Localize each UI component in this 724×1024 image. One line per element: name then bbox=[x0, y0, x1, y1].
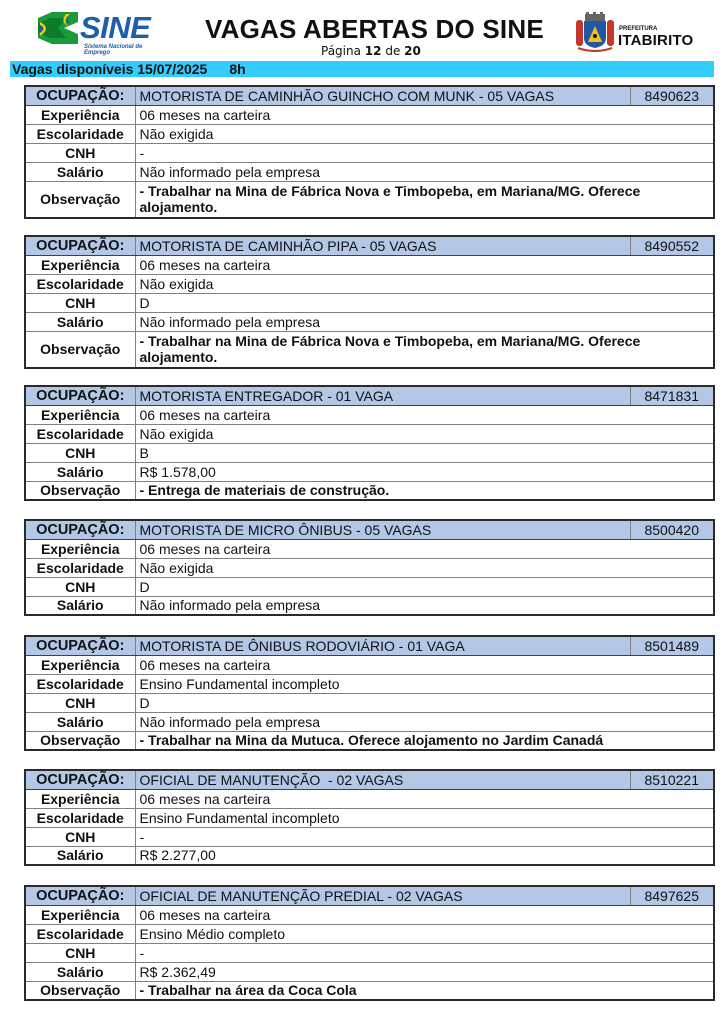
sine-logo-subtitle: Sistema Nacional de Emprego bbox=[84, 44, 143, 56]
cnh-value: - bbox=[135, 943, 714, 962]
job-table bbox=[24, 235, 715, 369]
date-bar bbox=[10, 61, 714, 77]
escolaridade-label: Escolaridade bbox=[25, 808, 135, 827]
cnh-value: B bbox=[135, 443, 714, 462]
salario-value: R$ 1.578,00 bbox=[135, 462, 714, 481]
observacao-label: Observação bbox=[25, 181, 135, 218]
escolaridade-value: Não exigida bbox=[135, 124, 714, 143]
job-table bbox=[24, 769, 715, 866]
job-title: MOTORISTA DE CAMINHÃO PIPA - 05 VAGAS bbox=[135, 236, 630, 255]
experiencia-label: Experiência bbox=[25, 789, 135, 808]
salario-row bbox=[25, 712, 714, 731]
experiencia-row bbox=[25, 655, 714, 674]
cnh-label: CNH bbox=[25, 443, 135, 462]
job-table bbox=[24, 519, 715, 616]
ocupacao-label: OCUPAÇÃO: bbox=[25, 886, 135, 905]
cnh-value: D bbox=[135, 293, 714, 312]
cnh-label: CNH bbox=[25, 293, 135, 312]
escolaridade-row bbox=[25, 558, 714, 577]
escolaridade-value: Não exigida bbox=[135, 558, 714, 577]
sine-logo-text: SINE bbox=[80, 10, 151, 45]
escolaridade-label: Escolaridade bbox=[25, 274, 135, 293]
job-title: OFICIAL DE MANUTENÇÃO - 02 VAGAS bbox=[135, 770, 630, 789]
experiencia-value: 06 meses na carteira bbox=[135, 905, 714, 924]
salario-value: Não informado pela empresa bbox=[135, 312, 714, 331]
escolaridade-value: Ensino Fundamental incompleto bbox=[135, 808, 714, 827]
cnh-row bbox=[25, 443, 714, 462]
experiencia-value: 06 meses na carteira bbox=[135, 539, 714, 558]
observacao-row bbox=[25, 731, 714, 750]
escolaridade-row bbox=[25, 674, 714, 693]
job-title: MOTORISTA ENTREGADOR - 01 VAGA bbox=[135, 386, 630, 405]
salario-value: Não informado pela empresa bbox=[135, 596, 714, 615]
experiencia-value: 06 meses na carteira bbox=[135, 105, 714, 124]
salario-value: R$ 2.362,49 bbox=[135, 962, 714, 981]
prefeitura-logo bbox=[575, 12, 694, 54]
job-header-row bbox=[25, 770, 714, 789]
experiencia-label: Experiência bbox=[25, 905, 135, 924]
cnh-label: CNH bbox=[25, 943, 135, 962]
experiencia-row bbox=[25, 255, 714, 274]
experiencia-row bbox=[25, 105, 714, 124]
ocupacao-label: OCUPAÇÃO: bbox=[25, 386, 135, 405]
observacao-value: - Trabalhar na Mina de Fábrica Nova e Timbopeba, em Mariana/MG. Oferece alojamento. bbox=[135, 331, 714, 368]
job-code: 8471831 bbox=[630, 386, 714, 405]
salario-label: Salário bbox=[25, 846, 135, 865]
escolaridade-row bbox=[25, 924, 714, 943]
experiencia-row bbox=[25, 405, 714, 424]
cnh-label: CNH bbox=[25, 827, 135, 846]
cnh-row bbox=[25, 943, 714, 962]
observacao-row bbox=[25, 981, 714, 1000]
salario-row bbox=[25, 162, 714, 181]
job-header-row bbox=[25, 386, 714, 405]
salario-label: Salário bbox=[25, 312, 135, 331]
job-header-row bbox=[25, 636, 714, 655]
page-header bbox=[0, 0, 724, 60]
job-title: MOTORISTA DE ÔNIBUS RODOVIÁRIO - 01 VAGA bbox=[135, 636, 630, 655]
observacao-label: Observação bbox=[25, 331, 135, 368]
escolaridade-value: Não exigida bbox=[135, 424, 714, 443]
experiencia-label: Experiência bbox=[25, 255, 135, 274]
experiencia-row bbox=[25, 539, 714, 558]
brazil-flag-icon bbox=[38, 12, 78, 44]
observacao-value: - Trabalhar na área da Coca Cola bbox=[135, 981, 714, 1000]
job-table bbox=[24, 385, 715, 501]
page-title: VAGAS ABERTAS DO SINE bbox=[205, 14, 544, 44]
job-table bbox=[24, 885, 715, 1001]
ocupacao-label: OCUPAÇÃO: bbox=[25, 86, 135, 105]
observacao-row bbox=[25, 331, 714, 368]
experiencia-value: 06 meses na carteira bbox=[135, 789, 714, 808]
cnh-label: CNH bbox=[25, 693, 135, 712]
page-current: 12 bbox=[364, 44, 382, 58]
experiencia-value: 06 meses na carteira bbox=[135, 655, 714, 674]
job-header-row bbox=[25, 886, 714, 905]
page-prefix: Página bbox=[321, 44, 361, 58]
cnh-value: - bbox=[135, 827, 714, 846]
cnh-row bbox=[25, 577, 714, 596]
salario-row bbox=[25, 596, 714, 615]
escolaridade-label: Escolaridade bbox=[25, 558, 135, 577]
cnh-row bbox=[25, 827, 714, 846]
salario-label: Salário bbox=[25, 462, 135, 481]
ocupacao-label: OCUPAÇÃO: bbox=[25, 236, 135, 255]
job-code: 8497625 bbox=[630, 886, 714, 905]
experiencia-label: Experiência bbox=[25, 655, 135, 674]
job-code: 8490552 bbox=[630, 236, 714, 255]
date-time: 8h bbox=[229, 61, 246, 77]
job-code: 8490623 bbox=[630, 86, 714, 105]
salario-label: Salário bbox=[25, 712, 135, 731]
date-label: Vagas disponíveis 15/07/2025 bbox=[12, 61, 208, 77]
escolaridade-value: Não exigida bbox=[135, 274, 714, 293]
cnh-value: - bbox=[135, 143, 714, 162]
cnh-label: CNH bbox=[25, 143, 135, 162]
cnh-row bbox=[25, 693, 714, 712]
salario-label: Salário bbox=[25, 596, 135, 615]
observacao-value: - Trabalhar na Mina de Fábrica Nova e Timbopeba, em Mariana/MG. Oferece alojamento. bbox=[135, 181, 714, 218]
observacao-label: Observação bbox=[25, 731, 135, 750]
escolaridade-row bbox=[25, 424, 714, 443]
salario-row bbox=[25, 962, 714, 981]
escolaridade-row bbox=[25, 808, 714, 827]
ocupacao-label: OCUPAÇÃO: bbox=[25, 520, 135, 539]
observacao-value: - Trabalhar na Mina da Mutuca. Oferece alojamento no Jardim Canadá bbox=[135, 731, 714, 750]
experiencia-value: 06 meses na carteira bbox=[135, 255, 714, 274]
escolaridade-value: Ensino Médio completo bbox=[135, 924, 714, 943]
job-code: 8510221 bbox=[630, 770, 714, 789]
job-code: 8500420 bbox=[630, 520, 714, 539]
escolaridade-label: Escolaridade bbox=[25, 124, 135, 143]
escolaridade-label: Escolaridade bbox=[25, 924, 135, 943]
cnh-row bbox=[25, 293, 714, 312]
escolaridade-row bbox=[25, 274, 714, 293]
experiencia-row bbox=[25, 905, 714, 924]
cnh-row bbox=[25, 143, 714, 162]
observacao-label: Observação bbox=[25, 981, 135, 1000]
experiencia-row bbox=[25, 789, 714, 808]
salario-row bbox=[25, 846, 714, 865]
observacao-label: Observação bbox=[25, 481, 135, 500]
sine-logo bbox=[38, 10, 163, 56]
city-crest-icon bbox=[575, 12, 615, 54]
escolaridade-row bbox=[25, 124, 714, 143]
escolaridade-label: Escolaridade bbox=[25, 674, 135, 693]
job-header-row bbox=[25, 520, 714, 539]
experiencia-label: Experiência bbox=[25, 405, 135, 424]
observacao-value: - Entrega de materiais de construção. bbox=[135, 481, 714, 500]
page-total: 20 bbox=[404, 44, 421, 58]
salario-label: Salário bbox=[25, 962, 135, 981]
salario-row bbox=[25, 462, 714, 481]
ocupacao-label: OCUPAÇÃO: bbox=[25, 770, 135, 789]
salario-value: Não informado pela empresa bbox=[135, 712, 714, 731]
page-of: de bbox=[385, 44, 401, 58]
prefeitura-label: PREFEITURA bbox=[619, 26, 658, 32]
experiencia-label: Experiência bbox=[25, 105, 135, 124]
escolaridade-value: Ensino Fundamental incompleto bbox=[135, 674, 714, 693]
prefeitura-city: ITABIRITO bbox=[618, 32, 694, 49]
job-header-row bbox=[25, 86, 714, 105]
cnh-value: D bbox=[135, 693, 714, 712]
escolaridade-label: Escolaridade bbox=[25, 424, 135, 443]
job-code: 8501489 bbox=[630, 636, 714, 655]
cnh-label: CNH bbox=[25, 577, 135, 596]
cnh-value: D bbox=[135, 577, 714, 596]
page-indicator bbox=[321, 44, 421, 58]
salario-label: Salário bbox=[25, 162, 135, 181]
salario-value: R$ 2.277,00 bbox=[135, 846, 714, 865]
experiencia-label: Experiência bbox=[25, 539, 135, 558]
job-header-row bbox=[25, 236, 714, 255]
job-title: MOTORISTA DE CAMINHÃO GUINCHO COM MUNK - 05 VAGAS bbox=[135, 86, 630, 105]
job-title: OFICIAL DE MANUTENÇÃO PREDIAL - 02 VAGAS bbox=[135, 886, 630, 905]
ocupacao-label: OCUPAÇÃO: bbox=[25, 636, 135, 655]
job-table bbox=[24, 85, 715, 219]
salario-row bbox=[25, 312, 714, 331]
experiencia-value: 06 meses na carteira bbox=[135, 405, 714, 424]
salario-value: Não informado pela empresa bbox=[135, 162, 714, 181]
job-title: MOTORISTA DE MICRO ÔNIBUS - 05 VAGAS bbox=[135, 520, 630, 539]
observacao-row bbox=[25, 481, 714, 500]
job-table bbox=[24, 635, 715, 751]
observacao-row bbox=[25, 181, 714, 218]
